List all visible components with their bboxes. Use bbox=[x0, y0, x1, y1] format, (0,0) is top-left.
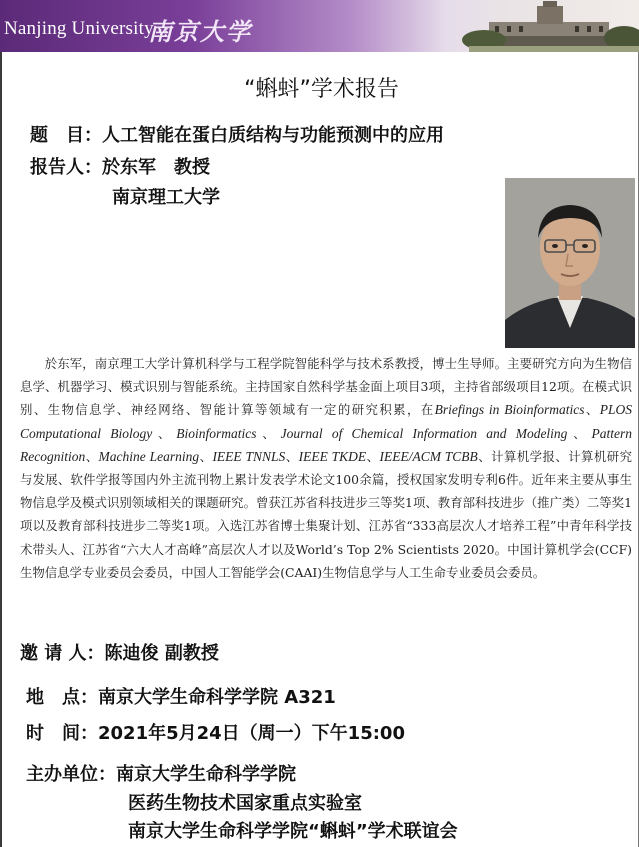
speaker-affiliation: 南京理工大学 bbox=[112, 187, 220, 208]
separator: 、 bbox=[584, 402, 600, 418]
journal-name: IEEE TKDE bbox=[298, 448, 367, 464]
journal-name: Pattern Recognition bbox=[20, 425, 633, 464]
separator: 、 bbox=[366, 448, 380, 464]
poster-body bbox=[0, 52, 639, 847]
topic-row bbox=[30, 121, 444, 147]
venue-text: 南京大学生命科学学院 A321 bbox=[98, 687, 336, 708]
journal-name: IEEE TNNLS bbox=[212, 448, 286, 464]
host-label: 邀 请 人： bbox=[20, 643, 105, 664]
speaker-name: 於东军 教授 bbox=[102, 157, 210, 178]
time-row bbox=[26, 719, 405, 745]
journal-name: IEEE/ACM TCBB bbox=[379, 448, 478, 464]
separator: 、 bbox=[85, 448, 99, 464]
journal-name: Bioinformatics bbox=[176, 425, 257, 441]
bio-text: 於东军，南京理工大学计算机科学与工程学院智能科学与技术系教授，博士生导师。主要研究方向为生物信息学、机器学习、模式识别与智能系统。主持国家自然科学基金面上项目3项，主持省部级项目12项。在模式识别、生物信息学、神经网络、智能计算等领域有一定的研究积累，在 bbox=[20, 356, 632, 418]
journal-name: Journal of Chemical Information and Modeling bbox=[280, 425, 568, 441]
topic-text: 人工智能在蛋白质结构与功能预测中的应用 bbox=[102, 125, 444, 146]
host-name: 陈迪俊 副教授 bbox=[104, 643, 219, 664]
university-name-cn: 南京大学 bbox=[148, 17, 252, 46]
venue-label: 地 点： bbox=[26, 687, 98, 708]
time-label: 时 间： bbox=[26, 723, 98, 744]
university-name-en: Nanjing University bbox=[4, 18, 154, 39]
organizer-row bbox=[26, 760, 296, 786]
banner bbox=[0, 0, 639, 52]
host-row bbox=[20, 639, 219, 665]
speaker-row bbox=[30, 153, 210, 179]
time-text: 2021年5月24日（周一）下午15:00 bbox=[98, 723, 405, 744]
separator: 、 bbox=[285, 448, 299, 464]
separator: 、 bbox=[567, 425, 592, 441]
organizer-item: 南京大学生命科学学院 bbox=[116, 764, 296, 785]
separator: 、 bbox=[256, 425, 281, 441]
campus-photo bbox=[429, 0, 639, 52]
venue-row bbox=[26, 683, 336, 709]
separator: 、 bbox=[199, 448, 213, 464]
speaker-label: 报告人： bbox=[30, 157, 102, 178]
organizer-item: 南京大学生命科学学院“蝌蚪”学术联谊会 bbox=[128, 821, 458, 842]
journal-name: Machine Learning bbox=[98, 448, 200, 464]
topic-label: 题 目： bbox=[30, 125, 102, 146]
journal-name: Briefings in Bioinformatics bbox=[434, 402, 585, 418]
bio-text: 、计算机学报、计算机研究与发展、软件学报等国内外主流刊物上累计发表学术论文100余篇，授权国家发明专利6件。近年来主要从事生物信息学及模式识别领域相关的课题研究。曾获江苏省科技进步三等奖1项、教育部科技进步（推广类）二等奖1项以及教育部科技进步二等奖1项。入选江苏省博士集聚计划、江苏省“333高层次人才培养工程”中青年科学技术带头人、江苏省“六大人才高峰”高层次人才以及World’s Top 2% Scientists 2020。中国计算机学会(CCF)生物信息学专业委员会委员，中国人工智能学会(CAAI)生物信息学与人工生命专业委员会委员。 bbox=[20, 448, 632, 580]
separator: 、 bbox=[152, 425, 177, 441]
page-title: “蝌蚪”学术报告 bbox=[244, 77, 399, 102]
journal-name: PLOS Computational Biology bbox=[20, 402, 633, 441]
organizer-label: 主办单位： bbox=[26, 764, 116, 785]
speaker-bio bbox=[20, 352, 632, 584]
speaker-photo bbox=[505, 178, 635, 348]
organizer-item: 医药生物技术国家重点实验室 bbox=[128, 793, 362, 814]
